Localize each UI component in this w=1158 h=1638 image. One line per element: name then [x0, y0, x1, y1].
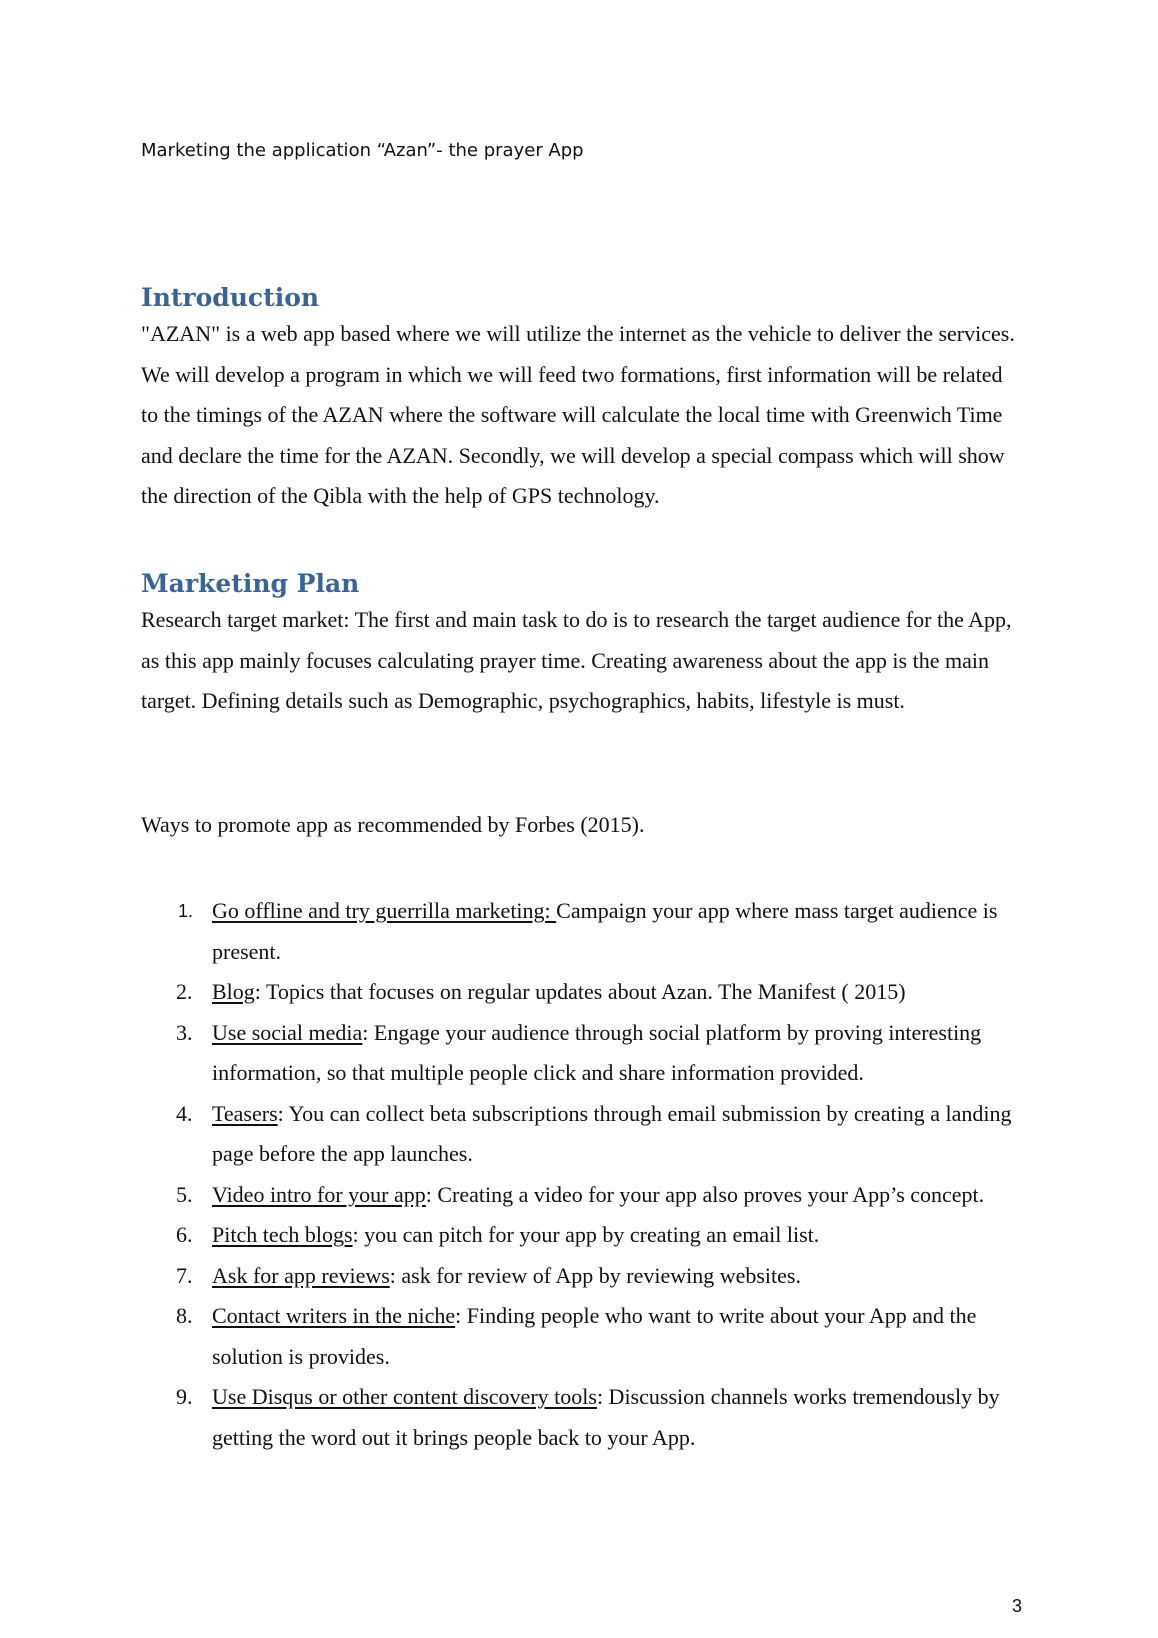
list-item-text: : Engage your audience through social platform by proving interesting information, so that multiple people click and share information provided.	[212, 1019, 982, 1085]
introduction-heading: Introduction	[141, 283, 320, 312]
list-item	[141, 1296, 1031, 1377]
list-item	[141, 1013, 1031, 1094]
list-item	[141, 1377, 1031, 1458]
list-item-number: 1.	[178, 901, 194, 921]
list-item-text: : Topics that focuses on regular updates about Azan. The Manifest ( 2015)	[254, 979, 906, 1004]
list-item-number: 6.	[176, 1222, 193, 1247]
list-item-number: 4.	[176, 1100, 193, 1126]
list-item-term: Go offline and try guerrilla marketing:	[212, 898, 557, 923]
list-item-text: : you can pitch for your app by creating an email list.	[352, 1222, 820, 1247]
introduction-paragraph: "AZAN" is a web app based where we will utilize the internet as the vehicle to deliver the services. We will develop a program in which we will feed two formations, first information will be related to the timings of the AZAN where the software will calculate the local time with Greenwich Time and declare the time for the AZAN. Secondly, we will develop a special compass which will show the direction of the Qibla with the help of GPS technology.	[141, 321, 1015, 508]
list-item-term: Ask for app reviews	[212, 1262, 390, 1288]
list-item	[141, 1094, 1031, 1175]
promotion-list	[141, 891, 1031, 1458]
list-item-text: : Discussion channels works tremendously by getting the word out it brings people back to your App.	[212, 1384, 1000, 1450]
list-item-number: 7.	[176, 1262, 193, 1288]
introduction-section	[141, 282, 1031, 517]
list-item-number: 8.	[176, 1303, 193, 1328]
list-item	[141, 1215, 1031, 1256]
list-item	[141, 1175, 1031, 1216]
list-item	[141, 891, 1031, 972]
list-item-number: 5.	[176, 1181, 193, 1207]
list-item-term: Blog	[212, 979, 255, 1004]
marketing-plan-paragraph: Research target market: The first and main task to do is to research the target audience for the App, as this app mainly focuses calculating prayer time. Creating awareness about the app is the main target. Defining details such as Demographic, psychographics, habits, lifestyle is must.	[141, 607, 1012, 713]
list-item	[141, 1256, 1031, 1297]
list-item	[141, 972, 1031, 1013]
list-item-term: Contact writers in the niche	[212, 1303, 456, 1328]
list-item-text: : You can collect beta subscriptions through email submission by creating a landing page before the app launches.	[212, 1100, 1012, 1166]
list-item-number: 2.	[176, 979, 193, 1004]
ways-intro-section	[141, 805, 1031, 846]
list-item-text: : Finding people who want to write about your App and the solution is provides.	[212, 1303, 977, 1369]
page-number: 3	[1012, 1596, 1023, 1616]
list-item-number: 3.	[176, 1019, 193, 1045]
page-header: Marketing the application “Azan”- the prayer App	[141, 140, 584, 161]
list-item-term: Video intro for your app	[212, 1181, 426, 1207]
ways-intro: Ways to promote app as recommended by Forbes (2015).	[141, 812, 645, 837]
list-item-text: : ask for review of App by reviewing websites.	[389, 1262, 801, 1288]
list-item-term: Pitch tech blogs	[212, 1222, 353, 1247]
list-item-text: Campaign your app where mass target audience is present.	[212, 898, 998, 964]
list-item-number: 9.	[176, 1384, 193, 1409]
marketing-plan-section	[141, 568, 1031, 722]
list-item-term: Use social media	[212, 1019, 363, 1045]
list-item-term: Teasers	[212, 1100, 278, 1126]
list-item-term: Use Disqus or other content discovery tools	[212, 1384, 597, 1409]
list-item-text: : Creating a video for your app also proves your App’s concept.	[425, 1181, 985, 1207]
marketing-plan-heading: Marketing Plan	[141, 569, 360, 598]
